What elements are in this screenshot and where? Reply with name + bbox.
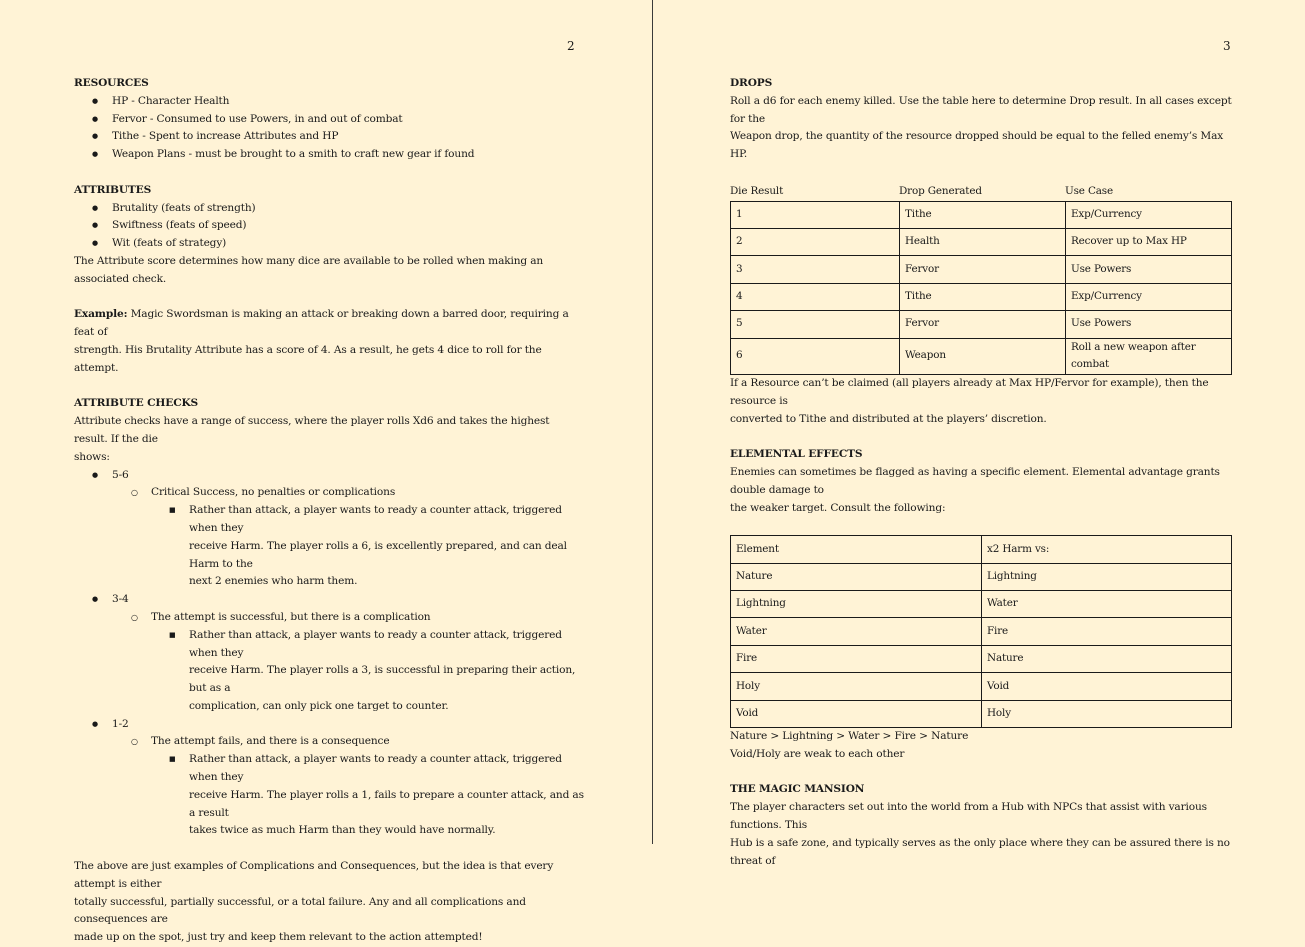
resources-list bbox=[74, 93, 584, 164]
column-header: Drop Generated bbox=[899, 184, 982, 197]
table-cell: Void bbox=[982, 673, 1232, 700]
result-example bbox=[74, 627, 584, 716]
closing-line: made up on the spot, just try and keep them relevant to the action attempted! bbox=[74, 931, 483, 944]
result-example bbox=[74, 502, 584, 591]
table-cell: 5 bbox=[731, 311, 900, 338]
list-item: ● Wit (feats of strategy) bbox=[74, 235, 584, 253]
element-weakness: Void/Holy are weak to each other bbox=[730, 747, 905, 760]
table-cell: Holy bbox=[731, 673, 982, 700]
table-row bbox=[731, 283, 1232, 310]
table-row bbox=[731, 338, 1232, 375]
example-line: ■ Rather than attack, a player wants to ready a counter attack, triggered when they bbox=[189, 628, 562, 659]
closing-line: totally successful, partially successful, or a total failure. Any and all complications and consequences are bbox=[74, 895, 526, 926]
elemental-intro: Enemies can sometimes be flagged as having a specific element. Elemental advantage grants double damage to bbox=[730, 466, 1220, 496]
list-item: ● Weapon Plans - must be brought to a smith to craft new gear if found bbox=[74, 146, 584, 164]
table-cell: Void bbox=[731, 700, 982, 727]
drops-intro: Roll a d6 for each enemy killed. Use the table here to determine Drop result. In all cases except for the bbox=[730, 94, 1232, 125]
table-cell: 1 bbox=[731, 201, 900, 228]
example-line: ■ Rather than attack, a player wants to ready a counter attack, triggered when they bbox=[189, 753, 562, 784]
attribute-checks-intro: Attribute checks have a range of success, where the player rolls Xd6 and takes the highest result. If the die bbox=[74, 415, 550, 445]
table-row bbox=[731, 256, 1232, 283]
result-outcome: ○ The attempt fails, and there is a consequence bbox=[74, 733, 584, 751]
example-line: receive Harm. The player rolls a 6, is excellently prepared, and can deal Harm to the bbox=[189, 539, 567, 570]
table-cell: Fire bbox=[731, 645, 982, 672]
table-cell: Fervor bbox=[900, 256, 1066, 283]
example-line: receive Harm. The player rolls a 3, is successful in preparing their action, but as a bbox=[189, 664, 576, 695]
table-row bbox=[731, 563, 1232, 590]
drops-note: If a Resource can’t be claimed (all players already at Max HP/Fervor for example), then the resource is bbox=[730, 377, 1209, 407]
table-cell: Lightning bbox=[982, 563, 1232, 590]
table-row bbox=[731, 536, 1232, 563]
table-row bbox=[731, 645, 1232, 672]
elemental-intro: the weaker target. Consult the following: bbox=[730, 501, 946, 514]
example-line: takes twice as much Harm than they would have normally. bbox=[189, 824, 496, 837]
table-cell: Exp/Currency bbox=[1066, 201, 1232, 228]
example-label: Example: bbox=[74, 308, 128, 321]
result-range: ● 1-2 bbox=[74, 716, 584, 734]
attributes-heading: ATTRIBUTES bbox=[74, 183, 152, 196]
table-cell: Water bbox=[731, 618, 982, 645]
drops-note: converted to Tithe and distributed at the players’ discretion. bbox=[730, 412, 1047, 425]
attributes-description: The Attribute score determines how many dice are available to be rolled when making an associated check. bbox=[74, 254, 544, 285]
elemental-heading: ELEMENTAL EFFECTS bbox=[730, 448, 863, 461]
table-cell: Roll a new weapon after combat bbox=[1066, 338, 1232, 375]
table-cell: 6 bbox=[731, 338, 900, 375]
table-row bbox=[731, 618, 1232, 645]
table-row bbox=[731, 311, 1232, 338]
left-page-content bbox=[74, 75, 584, 947]
elemental-table bbox=[730, 535, 1232, 728]
element-cycle: Nature > Lightning > Water > Fire > Nature bbox=[730, 730, 969, 743]
example-text-line: strength. His Brutality Attribute has a score of 4. As a result, he gets 4 dice to roll for the attempt. bbox=[74, 343, 542, 374]
example-text: Magic Swordsman is making an attack or breaking down a barred door, requiring a feat of bbox=[74, 308, 569, 339]
table-row bbox=[731, 228, 1232, 255]
column-header: Die Result bbox=[730, 184, 784, 197]
table-cell: Recover up to Max HP bbox=[1066, 228, 1232, 255]
table-cell: Element bbox=[731, 536, 982, 563]
attribute-checks-heading: ATTRIBUTE CHECKS bbox=[74, 397, 199, 410]
table-cell: Tithe bbox=[900, 201, 1066, 228]
mansion-text: Hub is a safe zone, and typically serves as the only place where they can be assured there is no threat of bbox=[730, 836, 1230, 867]
list-item: ● Brutality (feats of strength) bbox=[74, 200, 584, 218]
table-cell: Nature bbox=[731, 563, 982, 590]
table-cell: Holy bbox=[982, 700, 1232, 727]
table-cell: Use Powers bbox=[1066, 311, 1232, 338]
table-cell: Health bbox=[900, 228, 1066, 255]
drops-intro: Weapon drop, the quantity of the resource dropped should be equal to the felled enemy’s Max HP. bbox=[730, 130, 1224, 161]
table-cell: Use Powers bbox=[1066, 256, 1232, 283]
example-line: ■ Rather than attack, a player wants to ready a counter attack, triggered when they bbox=[189, 504, 562, 534]
example-line: complication, can only pick one target to counter. bbox=[189, 699, 449, 712]
example-paragraph bbox=[74, 306, 584, 342]
table-cell: 2 bbox=[731, 228, 900, 255]
right-page-content bbox=[730, 75, 1235, 870]
table-cell: x2 Harm vs: bbox=[982, 536, 1232, 563]
result-example bbox=[74, 751, 584, 840]
result-range: ● 3-4 bbox=[74, 591, 584, 609]
table-cell: Fervor bbox=[900, 311, 1066, 338]
table-cell: Lightning bbox=[731, 591, 982, 618]
table-cell: Exp/Currency bbox=[1066, 283, 1232, 310]
list-item: ● HP - Character Health bbox=[74, 93, 584, 111]
table-row bbox=[731, 591, 1232, 618]
closing-line: The above are just examples of Complications and Consequences, but the idea is that every attempt is either bbox=[74, 860, 554, 890]
table-cell: 3 bbox=[731, 256, 900, 283]
table-row bbox=[731, 201, 1232, 228]
result-outcome: ○ Critical Success, no penalties or complications bbox=[74, 484, 584, 502]
resources-heading: RESOURCES bbox=[74, 77, 149, 89]
left-page bbox=[0, 0, 652, 944]
column-header: Use Case bbox=[1065, 184, 1113, 197]
result-range: ● 5-6 bbox=[74, 467, 584, 485]
list-item: ● Fervor - Consumed to use Powers, in and out of combat bbox=[74, 111, 584, 129]
page-number: 3 bbox=[1223, 39, 1231, 53]
list-item: ● Swiftness (feats of speed) bbox=[74, 217, 584, 235]
table-cell: Tithe bbox=[900, 283, 1066, 310]
drops-heading: DROPS bbox=[730, 77, 773, 89]
mansion-text: The player characters set out into the world from a Hub with NPCs that assist with various functions. This bbox=[730, 801, 1207, 832]
mansion-heading: THE MAGIC MANSION bbox=[730, 783, 865, 796]
drops-table-header bbox=[730, 183, 1232, 201]
attributes-list bbox=[74, 200, 584, 253]
table-row bbox=[731, 700, 1232, 727]
table-cell: Nature bbox=[982, 645, 1232, 672]
table-cell: 4 bbox=[731, 283, 900, 310]
attribute-checks-intro: shows: bbox=[74, 450, 110, 463]
page-number: 2 bbox=[567, 39, 575, 53]
example-line: receive Harm. The player rolls a 1, fails to prepare a counter attack, and as a result bbox=[189, 788, 584, 819]
example-line: next 2 enemies who harm them. bbox=[189, 575, 358, 588]
right-page bbox=[653, 0, 1305, 867]
results-list bbox=[74, 467, 584, 841]
drops-table bbox=[730, 201, 1232, 376]
table-row bbox=[731, 673, 1232, 700]
table-cell: Water bbox=[982, 591, 1232, 618]
table-cell: Fire bbox=[982, 618, 1232, 645]
table-cell: Weapon bbox=[900, 338, 1066, 375]
result-outcome: ○ The attempt is successful, but there is a complication bbox=[74, 609, 584, 627]
list-item: ● Tithe - Spent to increase Attributes and HP bbox=[74, 128, 584, 146]
